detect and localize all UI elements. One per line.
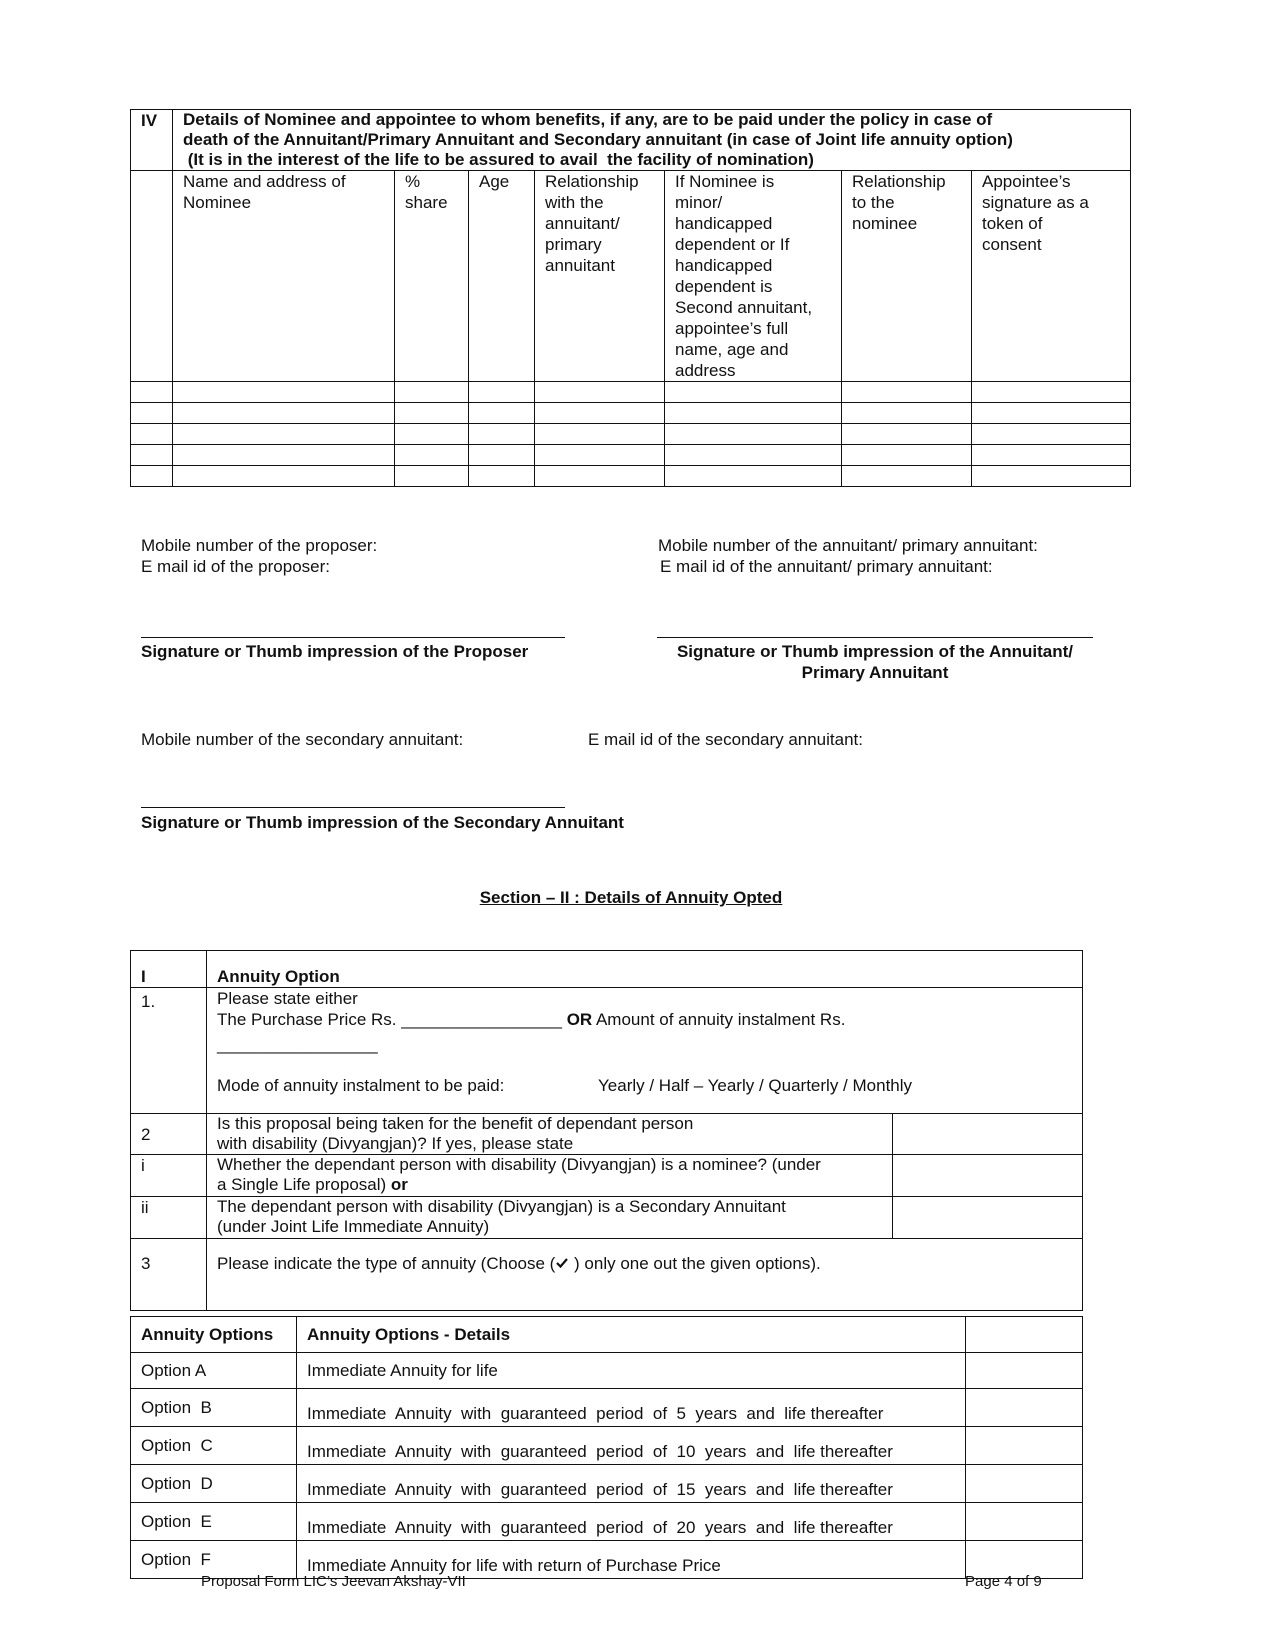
col-header-share (395, 171, 469, 382)
nominee-name-input[interactable] (173, 403, 395, 424)
proposer-mobile-label: Mobile number of the proposer: (141, 536, 378, 555)
question-line: with disability (Divyangjan)? If yes, please state (217, 1134, 574, 1153)
options-header-row (131, 1317, 1083, 1353)
options-col-header: Annuity Options (131, 1317, 297, 1353)
nominee-relationship-input[interactable] (535, 403, 665, 424)
nominee-name-input[interactable] (173, 382, 395, 403)
nominee-age-input[interactable] (469, 403, 535, 424)
nominee-age-input[interactable] (469, 466, 535, 487)
col-header-text: handicapped (675, 214, 773, 233)
purchase-price-row (131, 988, 1083, 1114)
nominee-name-input[interactable] (173, 466, 395, 487)
col-header-age (469, 171, 535, 382)
appointee-details-input[interactable] (665, 382, 842, 403)
appointee-signature-input[interactable] (972, 466, 1131, 487)
row-number: 2 (131, 1114, 207, 1155)
row-number: I (131, 951, 207, 988)
nominee-relationship-input[interactable] (535, 466, 665, 487)
appointee-signature-input[interactable] (972, 403, 1131, 424)
option-details: Immediate Annuity with guaranteed period of 20 years and life thereafter (297, 1503, 966, 1541)
blank-cell (131, 171, 173, 382)
question-text: a Single Life proposal) (217, 1175, 391, 1194)
option-row-d (131, 1465, 1083, 1503)
option-d-choice-box[interactable] (966, 1465, 1083, 1503)
row-number: i (131, 1155, 207, 1197)
proposer-signature-label: Signature or Thumb impression of the Proposer (141, 642, 529, 661)
col-header-text: consent (982, 235, 1042, 254)
col-header-text: Age (479, 172, 510, 191)
dependant-row (131, 1114, 1083, 1155)
nominee-name-input[interactable] (173, 424, 395, 445)
col-header-text: If Nominee is (675, 172, 775, 191)
table-cell (131, 382, 173, 403)
col-header-text: dependent is (675, 277, 773, 296)
col-header-text: token of (982, 214, 1043, 233)
proposer-email-label: E mail id of the proposer: (141, 557, 330, 576)
appointee-relationship-input[interactable] (842, 466, 972, 487)
option-name: Option A (131, 1353, 297, 1389)
instruction-text: Please state either (217, 989, 358, 1008)
nominee-share-input[interactable] (395, 424, 469, 445)
col-header-text: share (405, 193, 448, 212)
nominee-share-input[interactable] (395, 466, 469, 487)
col-header-text: nominee (852, 214, 918, 233)
nominee-age-input[interactable] (469, 382, 535, 403)
nominee-entry-row (131, 403, 1131, 424)
option-name: Option F (131, 1541, 297, 1579)
dependant-secondary-question (207, 1197, 893, 1239)
nominee-name-input[interactable] (173, 445, 395, 466)
col-header-text: minor/ (675, 193, 723, 212)
appointee-details-input[interactable] (665, 403, 842, 424)
or-text: or (390, 1175, 408, 1194)
annuitant-signature-line[interactable] (657, 637, 1093, 638)
dependant-question (207, 1114, 893, 1155)
nominee-table (130, 109, 1131, 487)
proposer-signature-line[interactable] (141, 637, 565, 638)
annuity-option-table (130, 950, 1083, 1311)
signature-label-line: Primary Annuitant (801, 663, 949, 682)
signature-label-line: Signature or Thumb impression of the Annuitant/ (676, 642, 1074, 661)
col-header-text: Relationship (852, 172, 946, 191)
option-e-choice-box[interactable] (966, 1503, 1083, 1541)
dependant-nominee-row (131, 1155, 1083, 1197)
secondary-email-label: E mail id of the secondary annuitant: (588, 730, 863, 749)
heading-line: (It is in the interest of the life to be assured to avail the facility of nomination) (183, 150, 814, 169)
col-header-text: % (405, 172, 421, 191)
nominee-relationship-input[interactable] (535, 382, 665, 403)
col-header-text: primary (545, 235, 602, 254)
nominee-share-input[interactable] (395, 382, 469, 403)
mode-options[interactable]: Yearly / Half – Yearly / Quarterly / Monthly (598, 1076, 913, 1095)
nominee-relationship-input[interactable] (535, 445, 665, 466)
purchase-price-cell (207, 988, 1083, 1114)
purchase-price-line (217, 1009, 1072, 1030)
annuity-option-header-row (131, 951, 1083, 988)
option-name: Option E (131, 1503, 297, 1541)
option-c-choice-box[interactable] (966, 1427, 1083, 1465)
mode-label: Mode of annuity instalment to be paid: (217, 1076, 505, 1095)
check-icon (555, 1256, 569, 1270)
option-details: Immediate Annuity with guaranteed period of 5 years and life thereafter (297, 1389, 966, 1427)
nominee-heading (173, 110, 1131, 171)
col-header-appointee-signature (972, 171, 1131, 382)
nominee-share-input[interactable] (395, 445, 469, 466)
nominee-relationship-input[interactable] (535, 424, 665, 445)
appointee-relationship-input[interactable] (842, 382, 972, 403)
question-line (217, 1175, 882, 1195)
annuitant-signature-label (657, 642, 1093, 683)
appointee-signature-input[interactable] (972, 445, 1131, 466)
appointee-details-input[interactable] (665, 445, 842, 466)
mode-line (217, 1075, 1072, 1096)
col-header-text: annuitant (545, 256, 615, 275)
col-header-name (173, 171, 395, 382)
dependant-secondary-answer-cell[interactable] (893, 1197, 1083, 1239)
col-header-text: dependent or If (675, 235, 790, 254)
nominee-share-input[interactable] (395, 403, 469, 424)
nominee-entry-row (131, 382, 1131, 403)
option-details: Immediate Annuity for life (297, 1353, 966, 1389)
col-header-relationship (535, 171, 665, 382)
annuity-instalment-label: Amount of annuity instalment Rs. (592, 1010, 846, 1029)
option-row-b (131, 1389, 1083, 1427)
question-line: The dependant person with disability (Divyangjan) is a Secondary Annuitant (217, 1197, 786, 1216)
col-header-text: with the (545, 193, 604, 212)
annuity-options-table (130, 1316, 1083, 1579)
option-details: Immediate Annuity with guaranteed period of 15 years and life thereafter (297, 1465, 966, 1503)
footer-page-number: Page 4 of 9 (965, 1573, 1042, 1590)
col-header-text: Appointee’s (982, 172, 1071, 191)
heading-line: Details of Nominee and appointee to whom benefits, if any, are to be paid under the policy in case of (183, 110, 993, 129)
section-number: IV (131, 110, 173, 171)
secondary-signature-label: Signature or Thumb impression of the Secondary Annuitant (141, 813, 624, 832)
question-line: Is this proposal being taken for the benefit of dependant person (217, 1114, 694, 1133)
nominee-age-input[interactable] (469, 424, 535, 445)
appointee-signature-input[interactable] (972, 382, 1131, 403)
annuity-type-instruction (207, 1239, 1083, 1311)
dependant-nominee-question (207, 1155, 893, 1197)
appointee-details-input[interactable] (665, 466, 842, 487)
nominee-entry-row (131, 424, 1131, 445)
annuitant-mobile-label: Mobile number of the annuitant/ primary annuitant: (658, 536, 1038, 555)
appointee-relationship-input[interactable] (842, 424, 972, 445)
col-header-text: handicapped (675, 256, 773, 275)
option-details: Immediate Annuity for life with return of Purchase Price (297, 1541, 966, 1579)
question-line: Whether the dependant person with disability (Divyangjan) is a nominee? (under (217, 1155, 821, 1174)
footer-form-name: Proposal Form LIC’s Jeevan Akshay-VII (201, 1573, 466, 1590)
option-b-choice-box[interactable] (966, 1389, 1083, 1427)
annuitant-email-label: E mail id of the annuitant/ primary annuitant: (660, 557, 993, 576)
choice-col-header (966, 1317, 1083, 1353)
option-details: Immediate Annuity with guaranteed period of 10 years and life thereafter (297, 1427, 966, 1465)
table-cell (131, 445, 173, 466)
nominee-entry-row (131, 445, 1131, 466)
nominee-column-headers (131, 171, 1131, 382)
col-header-text: annuitant/ (545, 214, 620, 233)
option-row-e (131, 1503, 1083, 1541)
row-number: 3 (131, 1239, 207, 1311)
question-line: (under Joint Life Immediate Annuity) (217, 1217, 490, 1236)
col-header-text: Nominee (183, 193, 252, 212)
appointee-signature-input[interactable] (972, 424, 1131, 445)
secondary-mobile-label: Mobile number of the secondary annuitant: (141, 730, 464, 749)
section-2-title: Section – II : Details of Annuity Opted (479, 888, 783, 907)
col-header-text: address (675, 361, 736, 380)
col-header-text: Second annuitant, (675, 298, 813, 317)
annuity-type-row (131, 1239, 1083, 1311)
option-row-a (131, 1353, 1083, 1389)
dependant-nominee-answer-cell[interactable] (893, 1155, 1083, 1197)
table-cell (131, 403, 173, 424)
nominee-heading-row (131, 110, 1131, 171)
row-number: 1. (131, 988, 207, 1114)
col-header-text: appointee’s full (675, 319, 789, 338)
option-name: Option D (131, 1465, 297, 1503)
purchase-price-field[interactable]: The Purchase Price Rs. _________________ (217, 1010, 567, 1029)
option-row-c (131, 1427, 1083, 1465)
heading-line: death of the Annuitant/Primary Annuitant and Secondary annuitant (in case of Joint life annuity option) (183, 130, 1013, 149)
table-cell (131, 424, 173, 445)
annuity-instalment-field[interactable]: _________________ (217, 1035, 378, 1054)
option-name: Option B (131, 1389, 297, 1427)
col-header-text: Relationship (545, 172, 639, 191)
appointee-details-input[interactable] (665, 424, 842, 445)
annuity-option-heading: Annuity Option (207, 951, 1083, 988)
secondary-signature-line[interactable] (141, 807, 565, 808)
col-header-text: Name and address of (183, 172, 346, 191)
table-cell (131, 466, 173, 487)
dependant-answer-cell[interactable] (893, 1114, 1083, 1155)
or-text: OR (566, 1010, 593, 1029)
nominee-entry-row (131, 466, 1131, 487)
col-header-text: signature as a (982, 193, 1089, 212)
option-a-choice-box[interactable] (966, 1353, 1083, 1389)
row-number: ii (131, 1197, 207, 1239)
option-name: Option C (131, 1427, 297, 1465)
col-header-text: name, age and (675, 340, 789, 359)
col-header-relationship-nominee (842, 171, 972, 382)
col-header-appointee-details (665, 171, 842, 382)
instruction-text: Please indicate the type of annuity (Choose ( (217, 1254, 556, 1273)
instruction-text: ) only one out the given options). (569, 1254, 821, 1273)
nominee-age-input[interactable] (469, 445, 535, 466)
dependant-secondary-row (131, 1197, 1083, 1239)
appointee-relationship-input[interactable] (842, 445, 972, 466)
details-col-header: Annuity Options - Details (297, 1317, 966, 1353)
appointee-relationship-input[interactable] (842, 403, 972, 424)
col-header-text: to the (852, 193, 895, 212)
